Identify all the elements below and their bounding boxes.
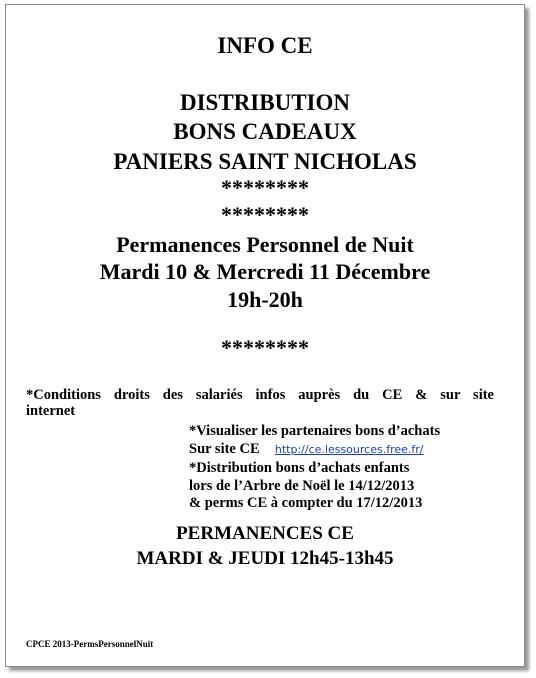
heading-bons-cadeaux: BONS CADEAUX — [173, 119, 357, 144]
heading-distribution: DISTRIBUTION — [180, 90, 350, 115]
stars-separator-3: ******** — [221, 335, 309, 360]
night-line-1: Permanences Personnel de Nuit — [116, 232, 414, 257]
night-line-2: Mardi 10 & Mercredi 11 Décembre — [99, 259, 431, 284]
permanences-title: PERMANENCES CE — [176, 523, 354, 544]
heading-paniers: PANIERS SAINT NICHOLAS — [113, 149, 417, 174]
partners-line-1: *Visualiser les partenaires bons d’achats — [189, 423, 441, 439]
stars-separator-2: ******** — [221, 202, 309, 227]
permanences-hours: MARDI & JEUDI 12h45-13h45 — [136, 548, 394, 569]
partners-line-3: *Distribution bons d’achats enfants — [189, 460, 410, 476]
site-ce-label: Sur site CE — [189, 441, 260, 457]
document-page — [5, 4, 525, 667]
stars-separator-1: ******** — [221, 175, 309, 200]
site-ce-link[interactable]: http://ce.lessources.free.fr/ — [274, 443, 424, 456]
conditions-line-2: internet — [26, 403, 76, 419]
partners-line-2 — [189, 441, 424, 458]
doc-title: INFO CE — [217, 33, 313, 58]
night-hours: 19h-20h — [227, 287, 303, 312]
partners-line-5: & perms CE à compter du 17/12/2013 — [189, 495, 423, 511]
conditions-line-1: *Conditions droits des salariés infos auprès du CE & sur site — [26, 387, 494, 403]
footer-reference: CPCE 2013-PermsPersonnelNuit — [26, 639, 154, 649]
partners-line-4: lors de l’Arbre de Noël le 14/12/2013 — [189, 478, 415, 494]
